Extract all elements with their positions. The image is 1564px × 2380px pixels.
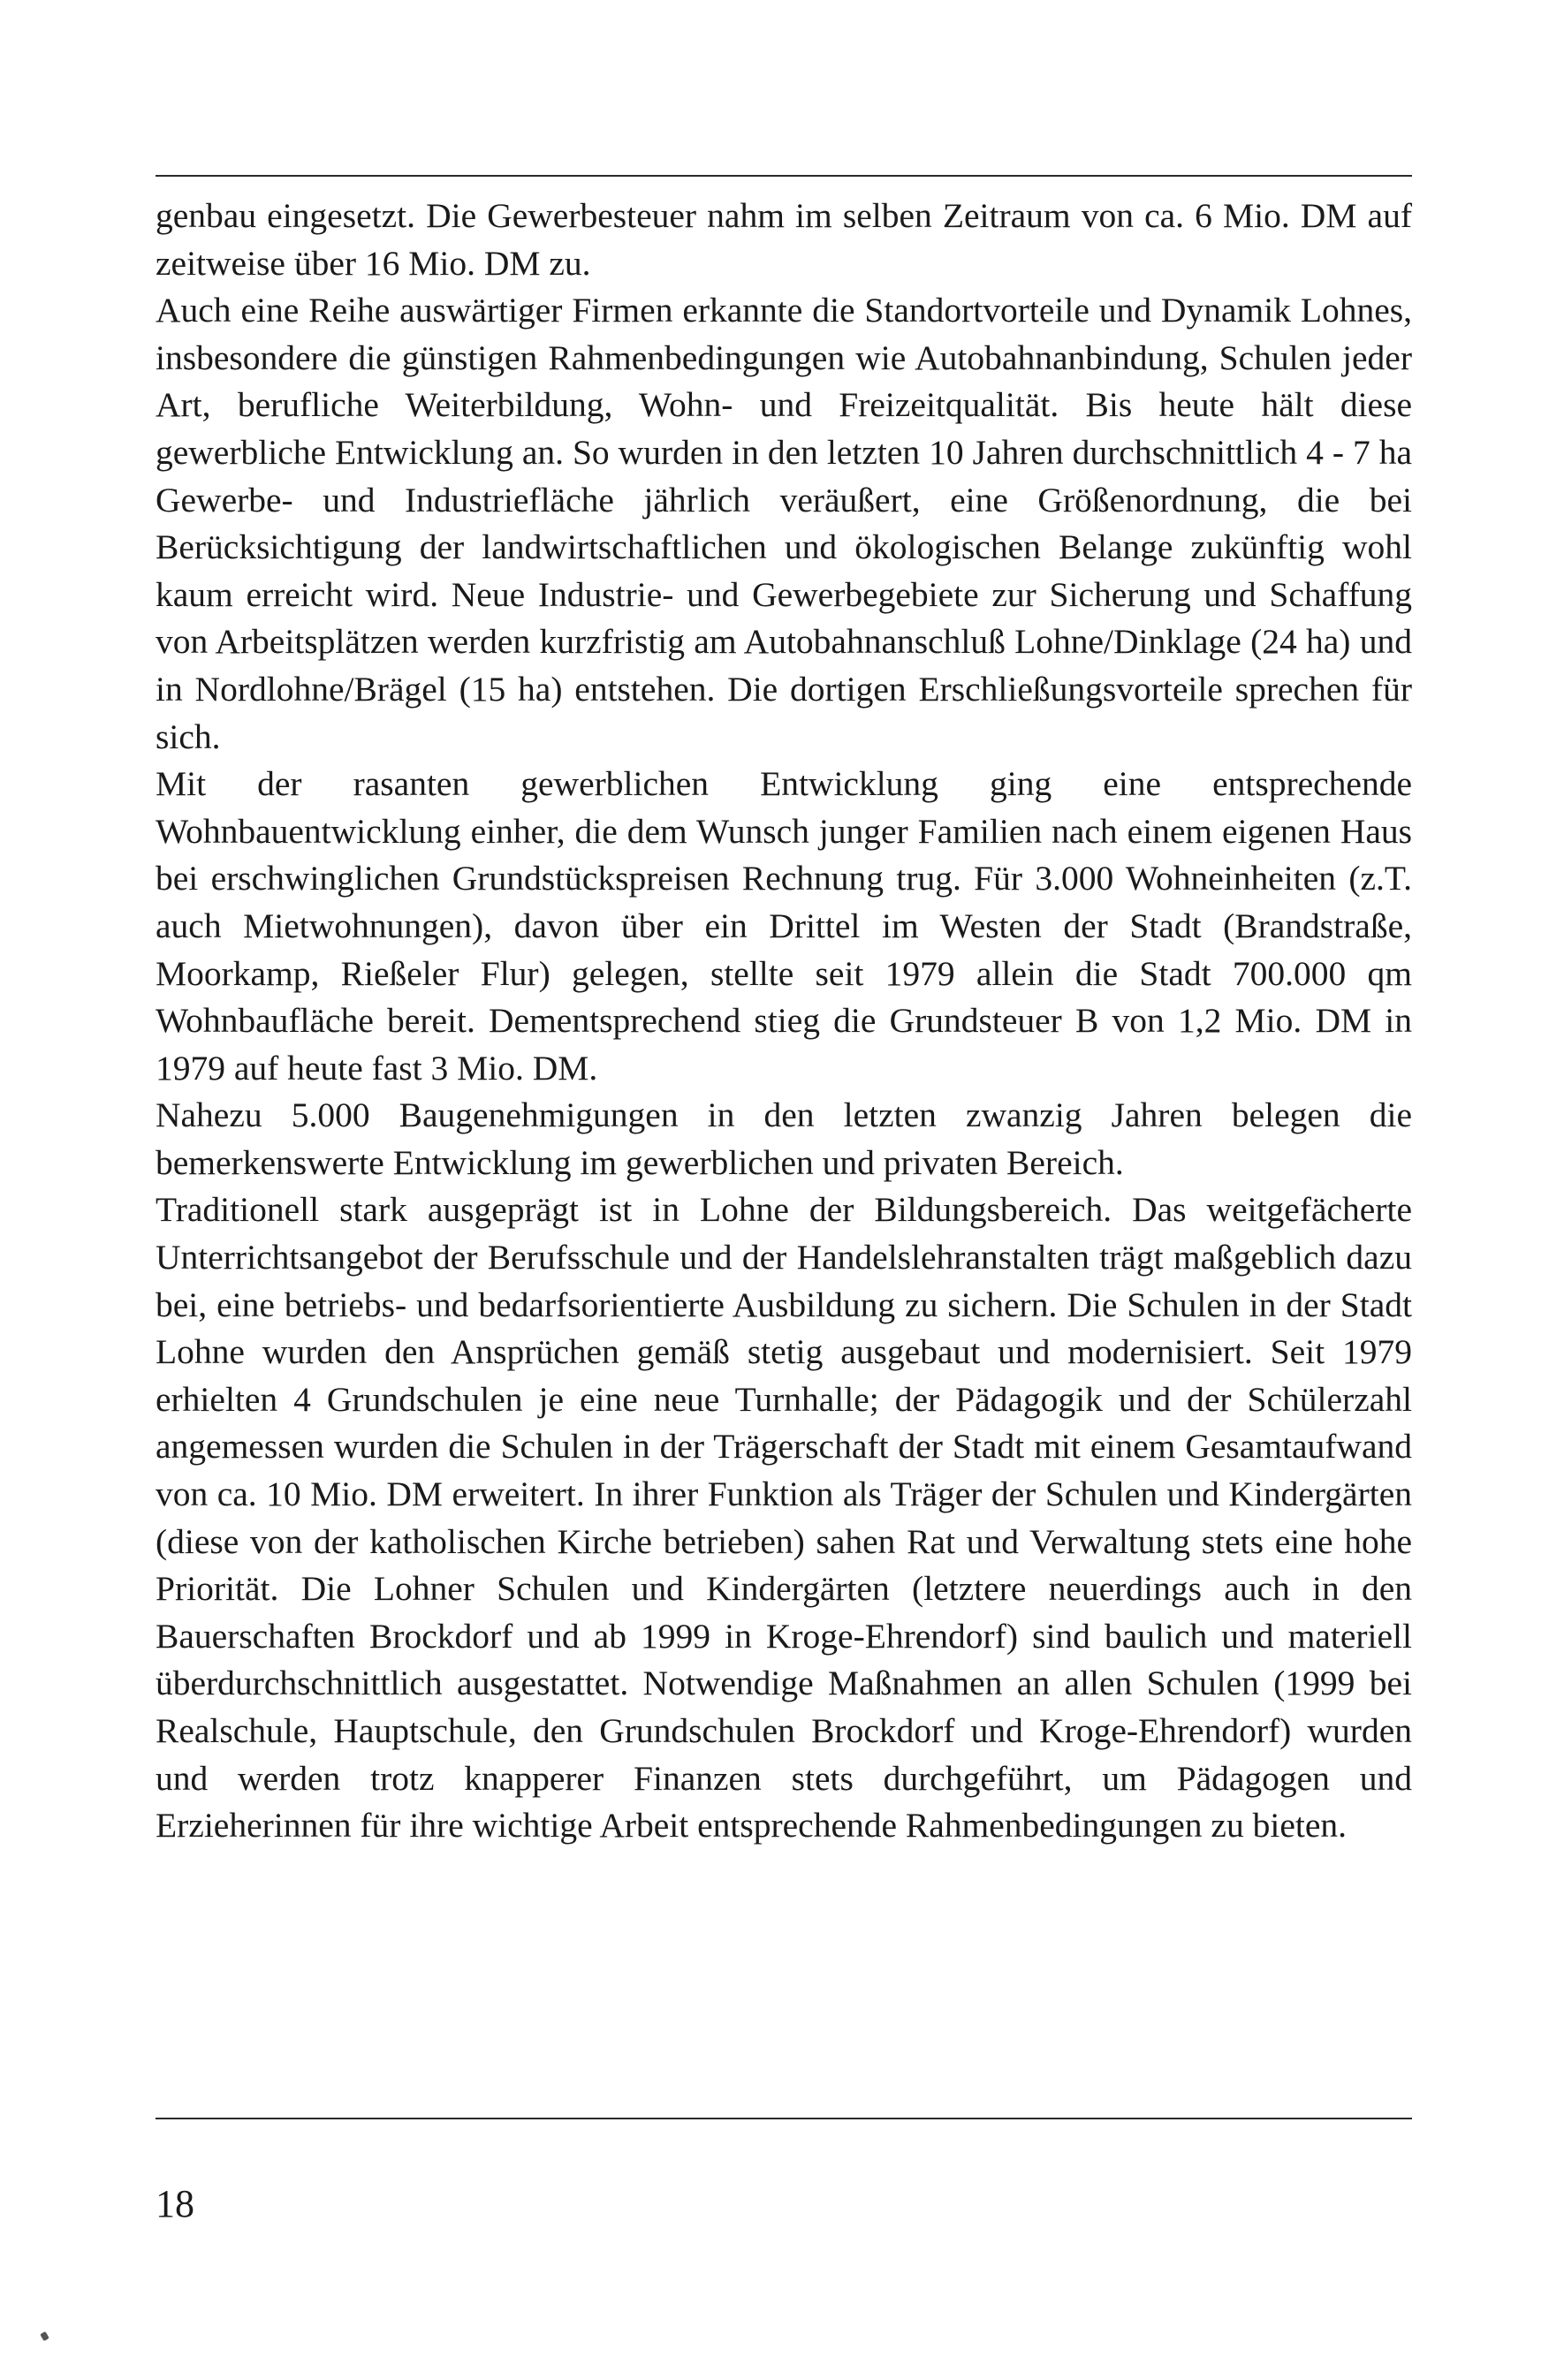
paragraph-3: Mit der rasanten gewerblichen Entwicklung ging eine entsprechende Wohnbauentwicklung einher, die dem Wunsch junger Familien nach einem eigenen Haus bei erschwinglichen Grundstückspreisen Rechnung trug. Für 3.000 Wohneinheiten (z.T. auch Mietwohnungen), davon über ein Drittel im Westen der Stadt (Brandstraße, Moorkamp, Rießeler Flur) gelegen, stellte seit 1979 allein die Stadt 700.000 qm Wohnbaufläche bereit. Dementsprechend stieg die Grundsteuer B von 1,2 Mio. DM in 1979 auf heute fast 3 Mio. DM.	[156, 764, 1412, 1088]
scan-speck	[40, 2331, 49, 2341]
paragraph-1: genbau eingesetzt. Die Gewerbesteuer nahm im selben Zeitraum von ca. 6 Mio. DM auf zeitweise über 16 Mio. DM zu.	[156, 196, 1412, 283]
paragraph-4: Nahezu 5.000 Baugenehmigungen in den letzten zwanzig Jahren belegen die bemerkenswerte Entwicklung im gewerblichen und privaten Bereich.	[156, 1095, 1412, 1182]
top-rule	[156, 175, 1412, 177]
bottom-rule	[156, 2118, 1412, 2119]
body-text	[156, 193, 1412, 1850]
page-number: 18	[156, 2182, 194, 2225]
paragraph-2: Auch eine Reihe auswärtiger Firmen erkannte die Standortvorteile und Dynamik Lohnes, insbesondere die günstigen Rahmenbedingungen wie Autobahnanbindung, Schulen jeder Art, berufliche Weiterbildung, Wohn- und Freizeitqualität. Bis heute hält diese gewerbliche Entwicklung an. So wurden in den letzten 10 Jahren durchschnittlich 4 - 7 ha Gewerbe- und Industriefläche jährlich veräußert, eine Größenordnung, die bei Berücksichtigung der landwirtschaftlichen und ökologischen Belange zukünftig wohl kaum erreicht wird. Neue Industrie- und Gewerbegebiete zur Sicherung und Schaffung von Arbeitsplätzen werden kurzfristig am Autobahnanschluß Lohne/Dinklage (24 ha) und in Nordlohne/Brägel (15 ha) entstehen. Die dortigen Erschließungsvorteile sprechen für sich.	[156, 291, 1412, 756]
paragraph-5: Traditionell stark ausgeprägt ist in Lohne der Bildungsbereich. Das weitgefächerte Unterrichtsangebot der Berufsschule und der Handelslehranstalten trägt maßgeblich dazu bei, eine betriebs- und bedarfsorientierte Ausbildung zu sichern. Die Schulen in der Stadt Lohne wurden den Ansprüchen gemäß stetig ausgebaut und modernisiert. Seit 1979 erhielten 4 Grundschulen je eine neue Turnhalle; der Pädagogik und der Schülerzahl angemessen wurden die Schulen in der Trägerschaft der Stadt mit einem Gesamtaufwand von ca. 10 Mio. DM erweitert. In ihrer Funktion als Träger der Schulen und Kindergärten (diese von der katholischen Kirche betrieben) sahen Rat und Verwaltung stets eine hohe Priorität. Die Lohner Schulen und Kindergärten (letztere neuerdings auch in den Bauerschaften Brockdorf und ab 1999 in Kroge-Ehrendorf) sind baulich und materiell überdurchschnittlich ausgestattet. Notwendige Maßnahmen an allen Schulen (1999 bei Realschule, Hauptschule, den Grundschulen Brockdorf und Kroge-Ehrendorf) wurden und werden trotz knapperer Finanzen stets durchgeführt, um Pädagogen und Erzieherinnen für ihre wichtige Arbeit entsprechende Rahmenbedingungen zu bieten.	[156, 1190, 1412, 1846]
